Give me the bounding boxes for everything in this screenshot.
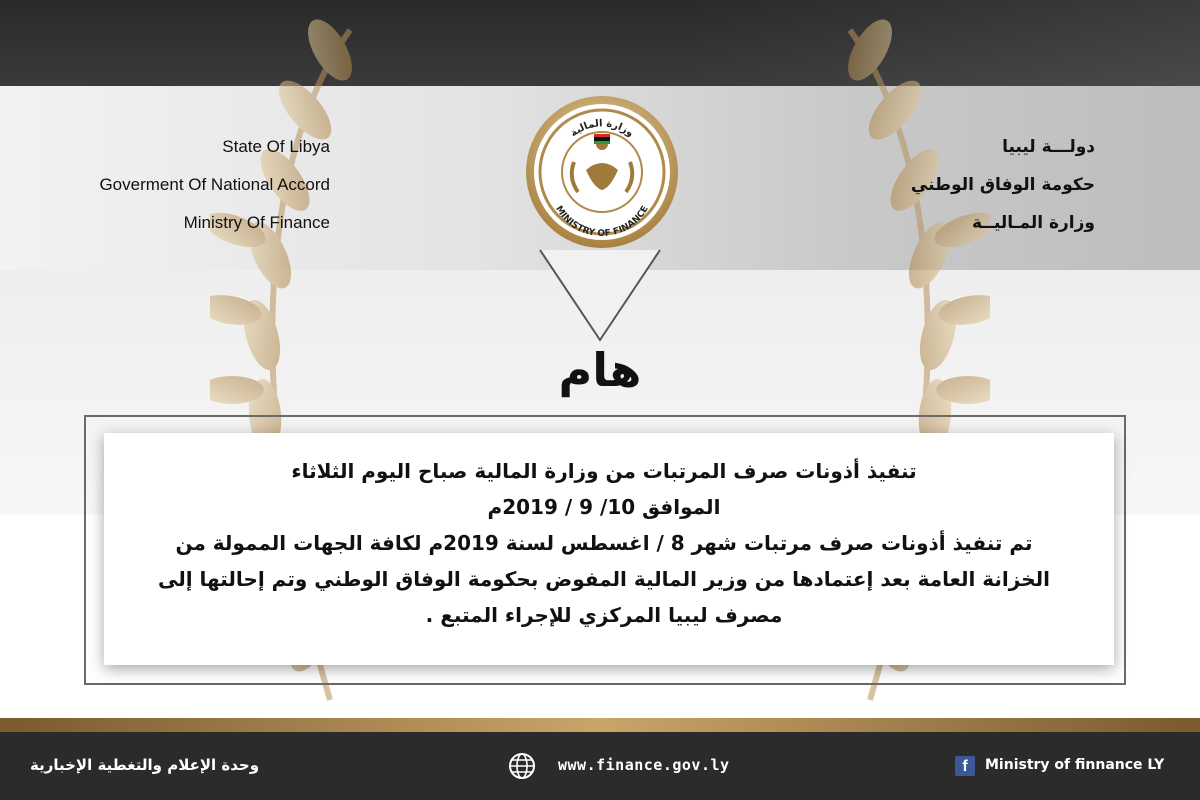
notice-line-1: تنفيذ أذونات صرف المرتبات من وزارة المالية صباح اليوم الثلاثاء [291,459,917,483]
header-ar-government: حكومة الوفاق الوطني [910,175,1095,195]
notice-line-2: الموافق 10/ 9 / 2019م [487,495,721,519]
notice-text [124,453,1084,633]
important-label: هام [558,343,642,397]
header-en-state: State Of Libya [222,137,330,156]
footer-accent-stripe [0,718,1200,732]
footer-unit-name: وحدة الإعلام والتغطية الإخبارية [30,756,260,774]
notice-line-5: مصرف ليبيا المركزي للإجراء المتبع . [425,603,783,627]
seal-arabic-text: وزارة المالية [568,118,636,140]
facebook-icon[interactable]: f [955,756,975,776]
notice-line-4: الخزانة العامة بعد إعتمادها من وزير المالية المفوض بحكومة الوفاق الوطني وتم إحالتها إلى [157,567,1050,591]
top-dark-band [0,0,1200,86]
footer [0,732,1200,800]
globe-icon [508,752,536,780]
notice-card [104,433,1114,665]
header-ar-ministry: وزارة المـاليــة [972,213,1095,233]
facebook-page-name[interactable]: Ministry of finnance LY [985,757,1165,773]
header-arabic [815,128,1095,242]
header-en-ministry: Ministry Of Finance [183,213,330,232]
seal-english-text: MINISTRY OF FINANCE [553,204,651,240]
header-ar-state: دولـــة ليبيا [1002,137,1095,157]
website-link[interactable]: www.finance.gov.ly [558,756,730,774]
notice-line-3: تم تنفيذ أذونات صرف مرتبات شهر 8 / اغسطس لسنة 2019م لكافة الجهات الممولة من [175,531,1033,555]
ministry-seal-icon [522,92,682,252]
header-english [40,128,330,242]
header-en-government: Goverment Of National Accord [99,175,330,194]
